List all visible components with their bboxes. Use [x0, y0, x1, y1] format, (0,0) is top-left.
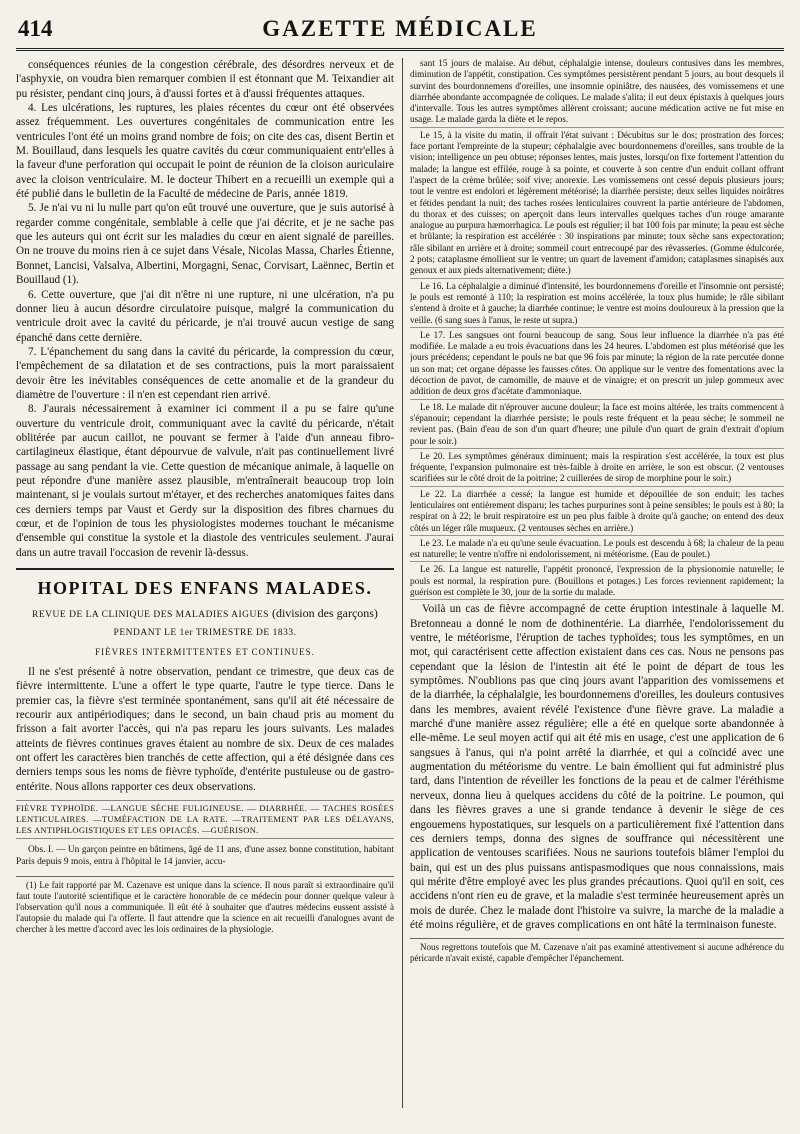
case-entry: Le 18. Le malade dit n'éprouver aucune douleur; la face est moins altérée, les traits commencent à s'épanouir; cependant la diarrhée persiste; le pouls reste fréquent et la peau sèche; le sommeil ne revient pas. (Bain d'eau de son d'un quart d'heure; une pilule d'un quart de grain d'extrait d'opium pour le soir.): [410, 402, 784, 449]
article-body: [16, 58, 394, 560]
hospital-heading: HOPITAL DES ENFANS MALADES.: [37, 578, 373, 599]
page-header: [16, 12, 784, 51]
observation-start: Obs. I. — Un garçon peintre en bâtimens, âgé de 11 ans, d'une assez bonne constitution, habitant Paris depuis 9 mois, entra à l'hôpital le 14 janvier, accu-: [16, 845, 394, 867]
right-column: [410, 58, 784, 1108]
article-paragraph: 4. Les ulcérations, les ruptures, les plaies récentes du cœur ont été observées assez fréquemment. Les ouvertures congénitales de communication entre les ventricules l'ont été un moins grand nombre de fois; on cite des cas, disent Bertin et M. Bouillaud, dans lesquels les quatre cavités du cœur communiquaient entr'elles à la faveur d'une perforation qui occupait le point de réunion de la cloison auriculaire avec la cloison ventriculaire. M. le docteur Thibert en a recueilli un exemple qui a été publié dans le bulletin de la Faculté de médecine de Paris, année 1819.: [16, 102, 394, 201]
column-rule: [402, 58, 403, 1108]
article-paragraph: 6. Cette ouverture, que j'ai dit n'être ni une rupture, ni une ulcération, n'a pu donner lieu à aucun désordre circulatoire puisque, malgré la communication du ventricule droit avec la cavité du péricarde, je n'ai trouvé aucun vestige de sang épanché dans cette dernière.: [16, 288, 394, 344]
intro-paragraph: Il ne s'est présenté à notre observation, pendant ce trimestre, que deux cas de fièvre intermittente. L'une a offert le type quarte, l'autre le type tierce. Dans le premier cas, la fièvre s'est terminée spontanément, sans qu'il ait été nécessaire de recourir aux antipériodiques; dans le second, un bain chaud pris au moment du frisson a fait avorter l'accès, qui n'a pas reparu les jours suivants. Les malades atteints de fièvres continues graves étaient au nombre de six. Deux de ces malades ont offert les caractères bien tranchés de cette affection, qui a été désignée dans ces derniers temps sous les noms de fièvre typhoïde, d'entérite pustuleuse ou de gastro-entérite. Nous allons rapporter ces deux observations.: [16, 666, 394, 793]
case-entry: Le 20. Les symptômes généraux diminuent; mais la respiration s'est accélérée, la toux est plus fréquente, l'expansion pulmonaire est très-faible à droite en arrière, le son est obscur. (2 ventouses scarifiées sur le côté droit de la poitrine; 2 cuillerées de sirop de morphine pour le soir.): [410, 451, 784, 487]
revue-heading: [16, 605, 394, 641]
case-notes: [410, 58, 784, 600]
case-entry: Le 16. La céphalalgie a diminué d'intensité, les bourdonnemens d'oreille et l'insomnie ont persisté; le pouls est remonté à 110; la respiration est moins accélérée, la toux plus humide; le râle sibilant s'entend à droite et à gauche; la diarrhée continue; le ventre est moins douloureux à la pression que la veille. (6 sang sues à l'anus, le reste ut supra.): [410, 281, 784, 328]
case-summary: FIÈVRE TYPHOÏDE. —LANGUE SÈCHE FULIGINEUSE. — DIARRHÉE. — TACHES ROSÉES LENTICULAIRES. —TUMÉFACTION DE LA RATE. —TRAITEMENT PAR LES DÉLAYANS, LES ANTIPHLOGISTIQUES ET LES OPIACÉS. —GUÉRISON.: [16, 800, 394, 839]
section-subtitle: FIÈVRES INTERMITTENTES ET CONTINUES.: [95, 647, 315, 658]
article-paragraph: conséquences réunies de la congestion cérébrale, des désordres nerveux et de l'asphyxie, on voudra bien remarquer combien il est étonnant que M. Teixandier ait pu résister, pendant cinq jours, à d'aussi fortes et à d'aussi fréquentes attaques.: [16, 59, 394, 100]
discussion-paragraph: Voilà un cas de fièvre accompagné de cette éruption intestinale à laquelle M. Bretonneau a donné le nom de dothinentérie. La diarrhée, l'endolorissement du ventre, le météorisme, l'éruption de taches typhoïdes; tous les symptômes, en un mot, qui caractérisent cette affection existaient dans ces cas. Nous ne pensons pas cependant que la lésion de l'intestin ait été le point de départ de tous les symptômes. N'oublions pas que cinq jours avant l'apparition des vomissemens et de la diarrhée, la céphalalgie, les bourdonnemens d'oreilles, les douleurs contusives dans les membres, avaient révélé l'existence d'une fièvre grave. La maladie a marché d'une manière assez régulière; elle a été en quelque sorte abandonnée à elle-même. Le seul moyen actif qui ait été mis en usage, c'est une application de 6 sangsues à l'anus, qui n'a point arrêté la diarrhée, et qui a coïncidé avec une augmentation du météorisme du ventre. Le bain émollient qui fut administré plus tard, dans l'intention de réveiller les fonctions de la peau et de calmer l'éréthisme nerveux, donna lieu à quelques accidens du côté de la poitrine. Le poumon, qui dans les fièvres graves a une si grande tendance à devenir le siège de ces engouemens hypostatiques, sur lesquels on a particulièrement fixé l'attention dans ces derniers temps, donna des signes de souffrance qui nécessitèrent une application de ventouses scarifiées. Nous ne saurions toutefois blâmer l'emploi du bain, qui est un des plus puissans antispasmodiques que nous connaissions, mais qui mérite d'être employé avec les plus grandes précautions. Quoi qu'il en soit, ces accidens n'ont rien eu de grave, et la maladie s'est terminée heureusement après un mois de durée. Chez le malade dont l'histoire va suivre, la marche de la maladie a été moins régulière, et de graves complications en ont hâté la terminaison funeste.: [410, 603, 784, 931]
revue-division: (division des garçons): [271, 606, 378, 621]
case-entry: Le 23. Le malade n'a eu qu'une seule évacuation. Le pouls est descendu à 68; la chaleur de la peau est naturelle; le ventre n'offre ni endolorissement, ni météorisme. (Eau de poulet.): [410, 538, 784, 563]
left-column: [16, 58, 394, 1108]
journal-title: GAZETTE MÉDICALE: [262, 16, 538, 41]
case-entry: Le 22. La diarrhée a cessé; la langue est humide et dépouillée de son enduit; les taches lenticulaires ont entièrement disparu; les taches purpurines sont à peine sensibles; le pouls est à 80; la respirat on à 22; le bruit respiratoire est un peu plus faible à droite qu'à gauche; on entend des deux côtés un léger râle muqueux. (2 ventouses sèches en arrière.): [410, 489, 784, 536]
article-paragraph: 8. J'aurais nécessairement à examiner ici comment il a pu se faire qu'une ouverture du ventricule droit, communiquant avec la cavité du péricarde, n'était oblitérée par aucun caillot, ne pouvant se fermer à l'aide d'un anneau fibro-cartilagineux élastique, étant dépourvue de valvule, n'ait pas continuellement livré passage au sang pendant la vie. Cette question de mécanique animale, à laquelle on peut répondre d'une manière assez plausible, m'entraînerait beaucoup trop loin maintenant, si je voulais surtout m'étayer, et des recherches anatomiques faites dans ces derniers temps par Vaust et Gerdy sur la disposition des fibres charnues du cœur, et de l'opinion de tous les physiologistes modernes touchant le mécanisme d'ensemble qui constitue la systole et la diastole des ventricules seulement. J'aurai dans un autre travail l'occasion de revenir là-dessus.: [16, 403, 394, 559]
bottom-note: Nous regrettons toutefois que M. Cazenave n'ait pas examiné attentivement si aucune adhérence du péricarde n'avait existé, capable d'empêcher l'épanchement.: [410, 938, 784, 964]
case-entry: Le 17. Les sangsues ont fourni beaucoup de sang. Sous leur influence la diarrhée n'a pas été modifiée. Le malade a eu trois évacuations dans les 24 heures. L'abdomen est plus météorisé que les jours précédens; cependant le pouls ne bat que 96 fois par minute; la région de la rate percutée donne un son mat; cet organe dépasse les fausses côtes. On applique sur le ventre des fomentations avec la décoction de pavot, de camomille, de mauve et de vinaigre; et on prescrit un julep gommeux avec addition de deux gros d'acétate d'ammoniaque.: [410, 330, 784, 400]
article-paragraph: 5. Je n'ai vu ni lu nulle part qu'on eût trouvé une ouverture, que je suis autorisé à regarder comme congénitale, semblable à celle que j'ai décrite, et je ne sache pas que les auteurs qui ont écrit sur les maladies du cœur en aient signalé de pareilles. On ne trouve du moins rien à ce sujet dans Vésale, Nicolas Massa, Charles Étienne, Bonnet, Lancisi, Valsalva, Albertini, Morgagni, Senac, Corvisart, Laënnec, Bertin et Bouillaud (1).: [16, 202, 394, 287]
case-entry: Le 15, à la visite du matin, il offrait l'état suivant : Décubitus sur le dos; prostration des forces; face portant l'empreinte de la stupeur; céphalalgie avec bourdonnemens d'oreilles, sans trouble de la vision; intelligence un peu obtuse; réponses lentes, mais justes, lorsqu'on fixe fortement l'attention du malade; la langue est effilée, rouge à sa pointe, et couverte à son centre d'un enduit collant offrant l'aspect de la crème brûlée; soif vive; anorexie. Les vomissemens ont cessé depuis plusieurs jours; tout le ventre est endolori et légèrement météorisé; la diarrhée persiste; deux selles liquides noirâtres et fétides pendant la nuit; des taches rosées lenticulaires couvrent la partie antérieure de l'abdomen, du thorax et des cuisses; on aperçoit dans leurs intervalles quelques taches d'un rouge amarante analogue au purpura hæmorrhagica. Le pouls est régulier; il bat 100 fois par minute; la peau est sèche et brûlante; la respiration est accélérée : 30 inspirations par minute; toux sèche sans expectoration; râle sibilant en arrière et à droite; sommeil court entrecoupé par des rêvasseries. (Gomme édulcorée, 2 pots; cataplasme émollient sur le ventre; un quart de lavement d'amidon; cataplasmes sinapisés aux genoux et aux pieds alternativement; diète.): [410, 130, 784, 279]
case-entry: sant 15 jours de malaise. Au début, céphalalgie intense, douleurs contusives dans les membres, diminution de l'appétit, constipation. Ces symptômes persistèrent pendant 5 jours, au bout desquels il survint des bourdonnemens d'oreilles, une insomnie opiniâtre, des nausées, des vomissemens et une diarrhée abondante accompagnée de coliques. Le malade s'alita; il eut deux épistaxis à quelques jours d'intervalle. Tous les autres symptômes allèrent croissant; aucune médication active ne fut mise en usage. Le malade garda la diète et le repos.: [410, 58, 784, 128]
revue-line-2: PENDANT LE 1er TRIMESTRE DE 1833.: [113, 628, 297, 639]
page-number: 414: [18, 16, 53, 41]
article-paragraph: 7. L'épanchement du sang dans la cavité du péricarde, la compression du cœur, l'empêchement de sa dilatation et de ses contractions, puis la mort paraissaient devoir être les inévitables conséquences de cette anomalie et de la grandeur du diamètre de l'ouverture : il n'en est cependant rien arrivé.: [16, 345, 394, 401]
case-entry: Le 26. La langue est naturelle, l'appétit prononcé, l'expression de la physionomie naturelle; le pouls est normal, la respiration pure. (Bouillons et potages.) Les forces reviennent rapidement; la guérison est complète le 30, jour de la sortie du malade.: [410, 564, 784, 600]
footnote: (1) Le fait rapporté par M. Cazenave est unique dans la science. Il nous paraît si extraordinaire qu'il faut toute l'autorité scientifique et le caractère honorable de ce médecin pour donner quelque valeur à l'observation qu'il nous a communiquée. Il eût été à souhaiter que d'autres médecins eussent assisté à l'autopsie du malade qui l'a offerte. Il faut attendre que la science en ait recueilli d'analogues avant de chercher à les mettre d'accord avec les lois ordinaires de la physiologie.: [16, 876, 394, 935]
section-divider: [16, 568, 394, 570]
revue-line-1: REVUE DE LA CLINIQUE DES MALADIES AIGUES: [32, 610, 269, 621]
gazette-page: [16, 12, 784, 1124]
